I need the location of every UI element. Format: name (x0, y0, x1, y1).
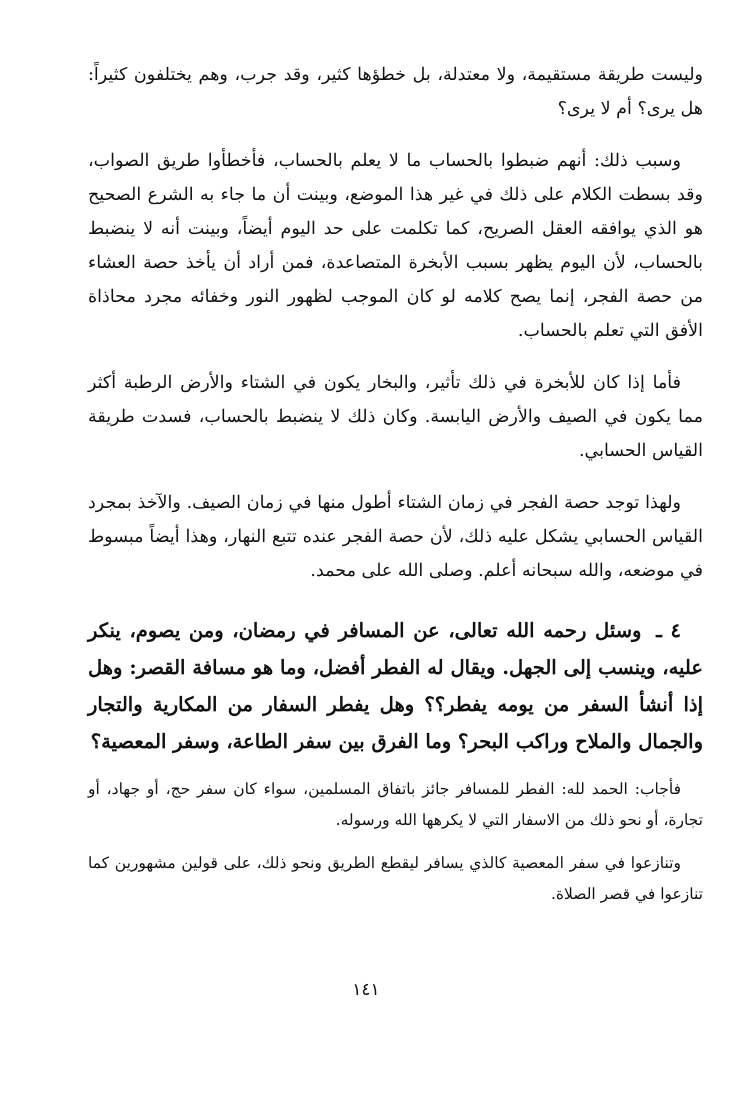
paragraph-1: وليست طريقة مستقيمة، ولا معتدلة، بل خطؤها كثير، وقد جرب، وهم يختلفون كثيراً: هل يرى؟ أم لا يرى؟ (88, 65, 703, 119)
paragraph-3: فأما إذا كان للأبخرة في ذلك تأثير، والبخار يكون في الشتاء والأرض الرطبة أكثر مما يكون في الصيف والأرض اليابسة. وكان ذلك لا ينضبط بالحساب، فسدت طريقة القياس الحسابي. (88, 373, 703, 461)
answer-paragraph-1: فأجاب: الحمد لله: الفطر للمسافر جائز باتفاق المسلمين، سواء كان سفر حج، أو جهاد، أو تجارة، أو نحو ذلك من الاسفار التي لا يكرهها الله ورسوله. (88, 780, 703, 829)
paragraph-2: وسبب ذلك: أنهم ضبطوا بالحساب ما لا يعلم بالحساب، فأخطأوا طريق الصواب، وقد بسطت الكلام على ذلك في غير هذا الموضع، وبينت أن ما جاء به الشرع الصحيح هو الذي يوافقه العقل الصريح، كما تكلمت على حد اليوم أيضاً، وبينت أنه لا ينضبط بالحساب، لأن اليوم يظهر بسبب الأبخرة المتصاعدة، فمن أراد أن يأخذ حصة العشاء من حصة الفجر، إنما يصح كلامه لو كان الموجب لظهور النور وخفائه مجرد محاذاة الأفق التي تعلم بالحساب. (88, 151, 703, 341)
answer-paragraph-2: وتنازعوا في سفر المعصية كالذي يسافر ليقطع الطريق ونحو ذلك، على قولين مشهورين كما تنازعوا في قصر الصلاة. (88, 854, 703, 903)
paragraph-4: ولهذا توجد حصة الفجر في زمان الشتاء أطول منها في زمان الصيف. والآخذ بمجرد القياس الحسابي يشكل عليه ذلك، لأن حصة الفجر عنده تتبع النهار، وهذا أيضاً مبسوط في موضعه، والله سبحانه أعلم. وصلى الله على محمد. (88, 493, 703, 581)
question-heading (88, 612, 703, 760)
page-number: ١٤١ (352, 980, 380, 1000)
question-number: ٤ ـ (656, 619, 681, 642)
page-body (88, 58, 703, 922)
question-text: وسئل رحمه الله تعالى، عن المسافر في رمضان، ومن يصوم، ينكر عليه، وينسب إلى الجهل. ويقال له الفطر أفضل، وما هو مسافة القصر: وهل إذا أنشأ السفر من يومه يفطر؟؟ وهل يفطر السفار من المكارية والتجار والجمال والملاح وراكب البحر؟ وما الفرق بين سفر الطاعة، وسفر المعصية؟ (88, 619, 703, 753)
